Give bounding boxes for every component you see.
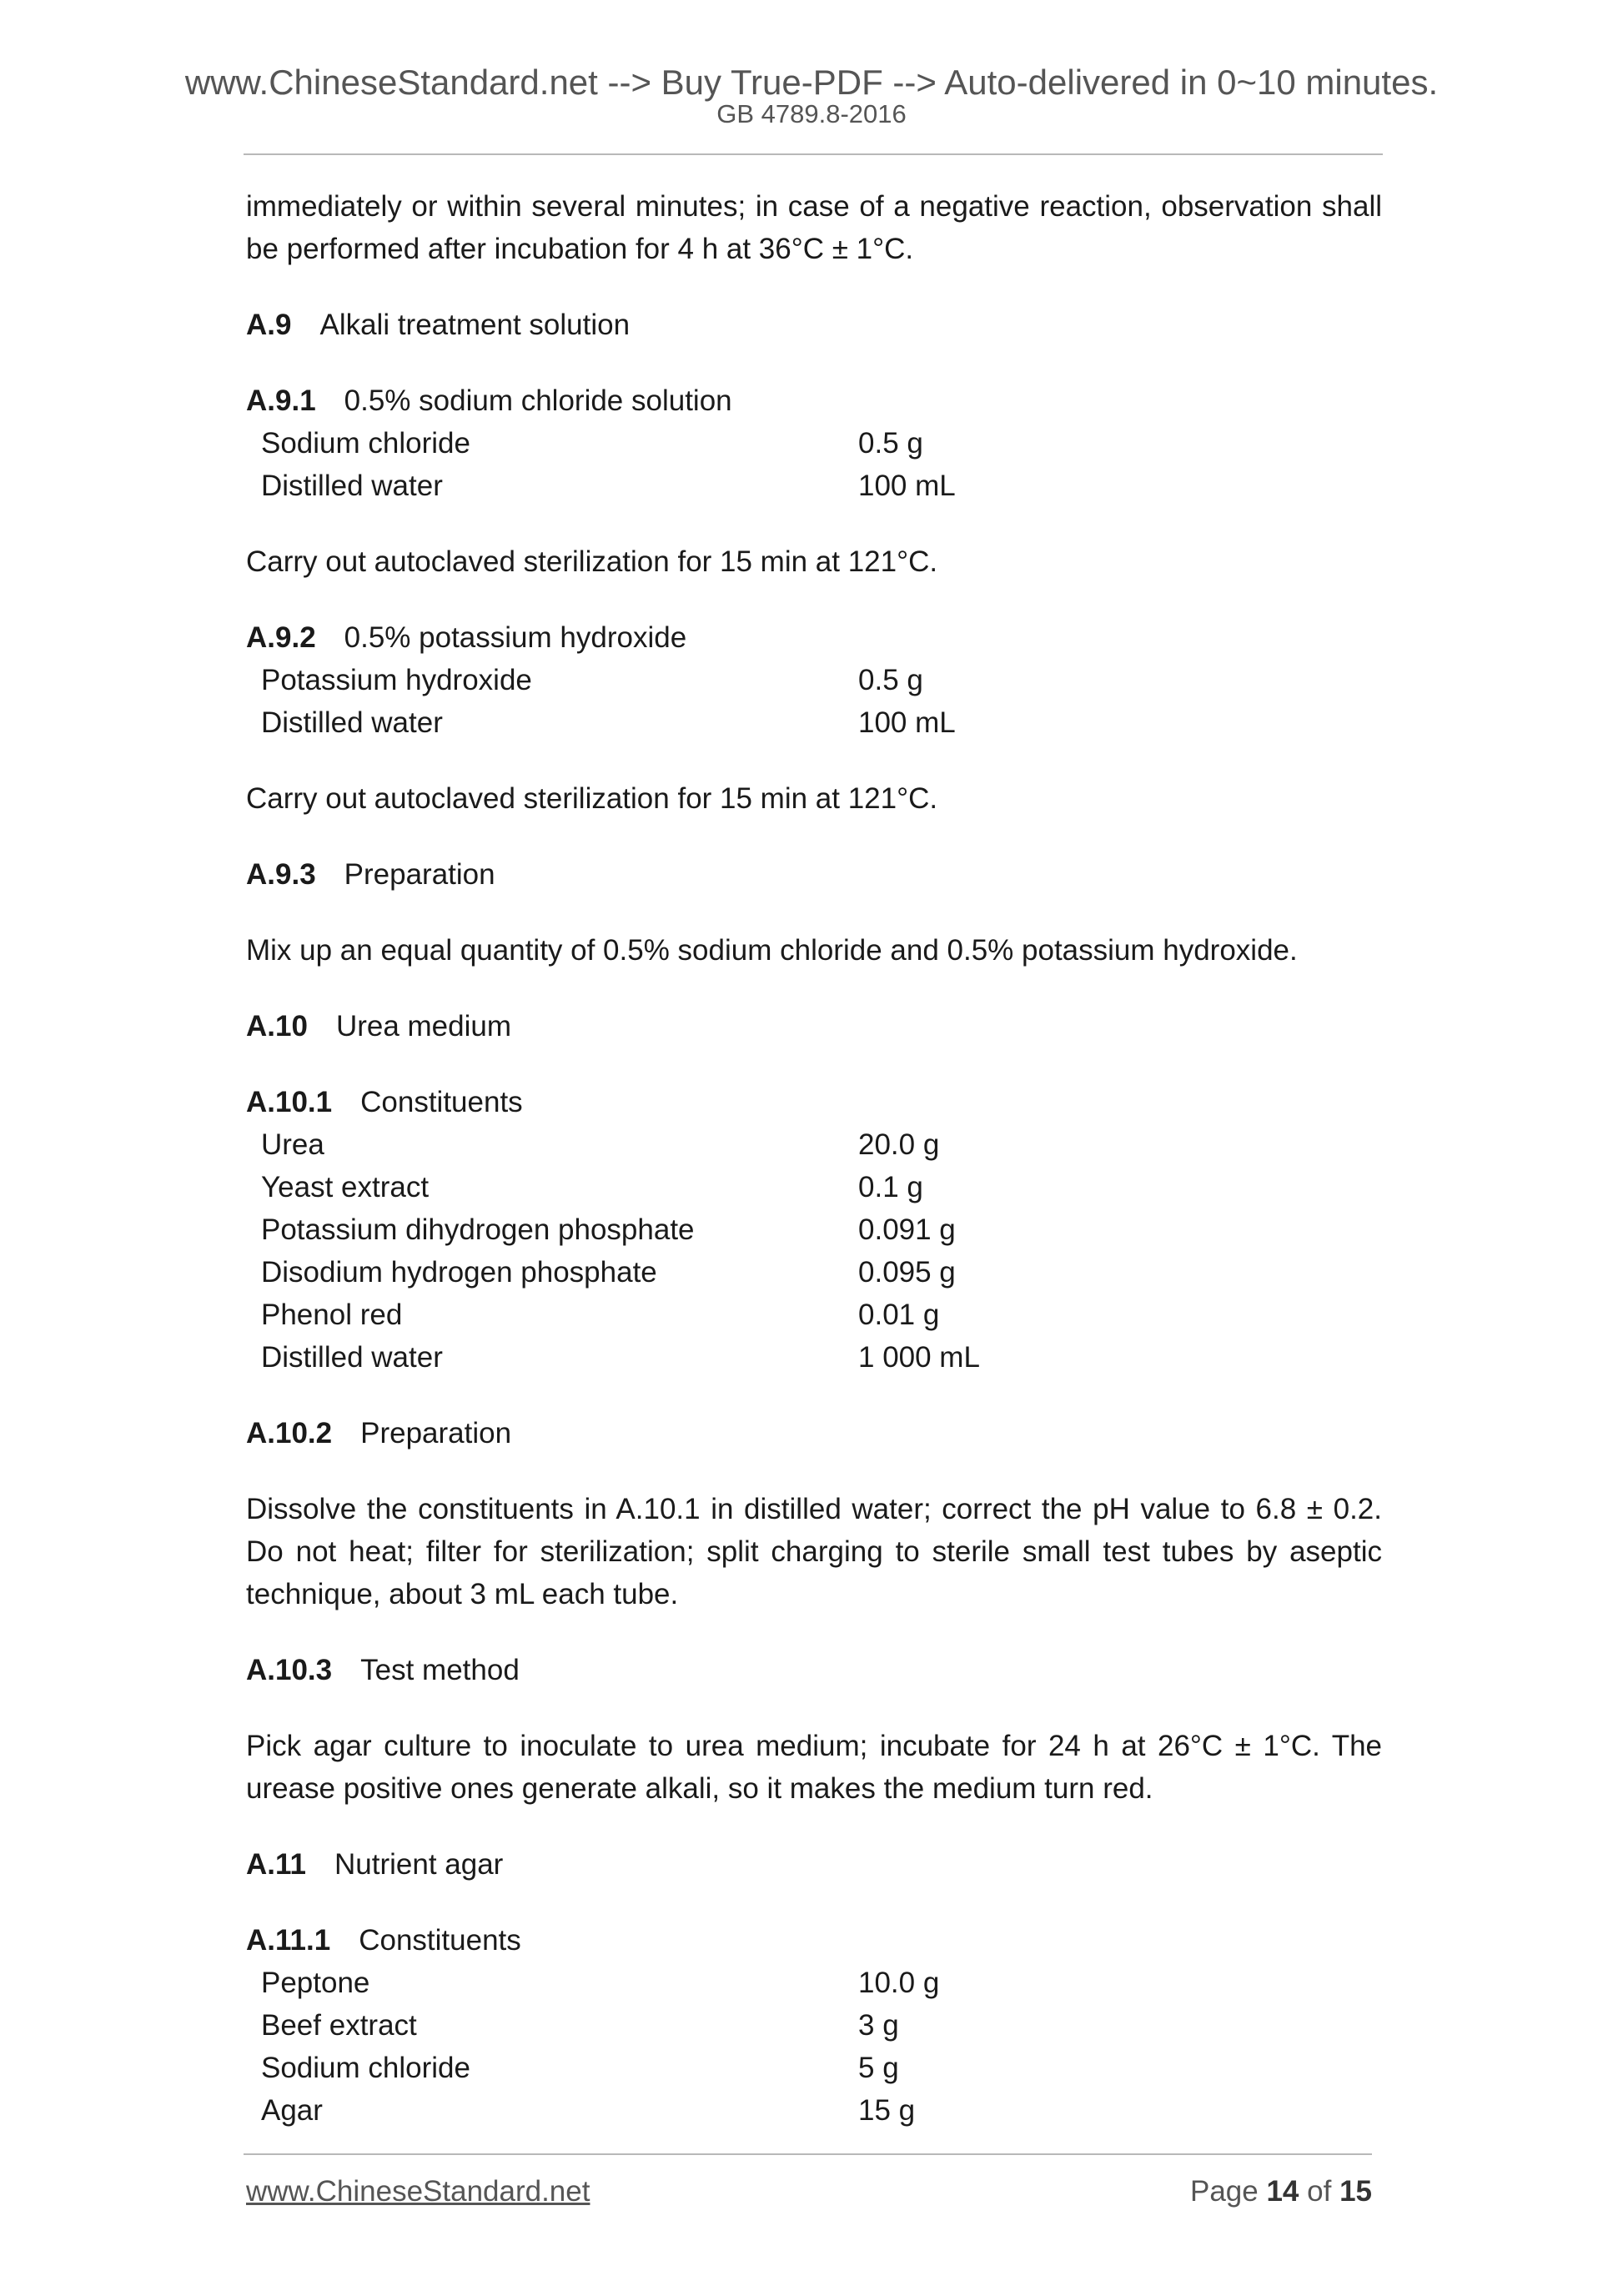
section-a9-3-heading (246, 853, 1382, 896)
formula-row (261, 1294, 1382, 1336)
preparation-paragraph: Dissolve the constituents in A.10.1 in distilled water; correct the pH value to 6.8 ± 0.2. Do not heat; filter for sterilization; split charging to sterile small test tubes by aseptic technique, about 3 mL each tube. (246, 1493, 1382, 1610)
section-title: 0.5% potassium hydroxide (344, 621, 687, 654)
section-a9-2-heading (246, 616, 1382, 659)
ingredient-name: Phenol red (261, 1299, 403, 1331)
section-number: A.10.1 (246, 1086, 333, 1118)
section-number: A.9.2 (246, 621, 316, 654)
ingredient-amount: 1 000 mL (858, 1341, 980, 1374)
formula-row (261, 1123, 1382, 1166)
sterilization-note: Carry out autoclaved sterilization for 15 min at 121°C. (246, 545, 938, 578)
ingredient-name: Urea (261, 1128, 324, 1161)
section-number: A.9.1 (246, 384, 316, 417)
header-divider (244, 153, 1383, 155)
current-page-number: 14 (1266, 2175, 1299, 2208)
section-number: A.9 (246, 309, 292, 341)
ingredient-amount: 3 g (858, 2009, 899, 2042)
ingredient-name: Sodium chloride (261, 2052, 470, 2084)
section-number: A.9.3 (246, 858, 316, 891)
standard-code: GB 4789.8-2016 (716, 99, 907, 128)
section-number: A.11 (246, 1848, 306, 1881)
ingredient-amount: 0.5 g (858, 427, 923, 460)
ingredient-name: Potassium dihydrogen phosphate (261, 1213, 695, 1246)
section-a11-heading (246, 1843, 1382, 1886)
ingredient-amount: 100 mL (858, 706, 956, 739)
section-a10-2-heading (246, 1412, 1382, 1454)
ingredient-amount: 100 mL (858, 470, 956, 502)
section-title: Urea medium (335, 1010, 512, 1042)
formula-row (261, 701, 1382, 744)
footer-website-link[interactable]: www.ChineseStandard.net (246, 2175, 590, 2208)
ingredient-name: Yeast extract (261, 1171, 430, 1203)
ingredient-name: Distilled water (261, 706, 443, 739)
section-a9-heading (246, 304, 1382, 346)
ingredient-amount: 20.0 g (858, 1128, 940, 1161)
section-number: A.10.3 (246, 1654, 333, 1686)
formula-row (261, 465, 1382, 507)
footer-divider (244, 2153, 1372, 2155)
ingredient-name: Potassium hydroxide (261, 664, 532, 696)
ingredient-name: Sodium chloride (261, 427, 470, 460)
section-title: Constituents (359, 1924, 521, 1957)
header-banner: www.ChineseStandard.net --> Buy True-PDF --> Auto-delivered in 0~10 minutes. (184, 63, 1439, 102)
ingredient-amount: 15 g (858, 2094, 916, 2127)
page-of-word: of (1307, 2175, 1332, 2208)
section-a9-1-heading (246, 379, 1382, 422)
ingredient-amount: 5 g (858, 2052, 899, 2084)
section-title: Alkali treatment solution (319, 309, 631, 341)
formula-row (261, 659, 1382, 701)
page-indicator (1190, 2174, 1372, 2209)
section-title: Nutrient agar (334, 1848, 504, 1881)
formula-row (261, 2047, 1382, 2089)
sterilization-note: Carry out autoclaved sterilization for 15 min at 121°C. (246, 782, 938, 815)
ingredient-name: Agar (261, 2094, 323, 2127)
section-title: Preparation (344, 858, 495, 891)
a11-1-formula-table (261, 1962, 1382, 2132)
section-number: A.10.2 (246, 1417, 333, 1449)
formula-row (261, 2004, 1382, 2047)
section-title: 0.5% sodium chloride solution (344, 384, 732, 417)
ingredient-amount: 0.01 g (858, 1299, 940, 1331)
formula-row (261, 1208, 1382, 1251)
ingredient-amount: 0.091 g (858, 1213, 956, 1246)
ingredient-name: Distilled water (261, 1341, 443, 1374)
section-title: Preparation (360, 1417, 512, 1449)
ingredient-name: Peptone (261, 1967, 370, 1999)
section-a10-3-heading (246, 1649, 1382, 1691)
section-title: Constituents (360, 1086, 523, 1118)
formula-row (261, 1166, 1382, 1208)
a10-1-formula-table (261, 1123, 1382, 1379)
ingredient-name: Beef extract (261, 2009, 417, 2042)
total-pages-number: 15 (1339, 2175, 1372, 2208)
ingredient-name: Disodium hydrogen phosphate (261, 1256, 657, 1289)
ingredient-amount: 0.095 g (858, 1256, 956, 1289)
formula-row (261, 2089, 1382, 2132)
document-body (246, 185, 1382, 2132)
section-number: A.10 (246, 1010, 308, 1042)
ingredient-amount: 0.5 g (858, 664, 923, 696)
formula-row (261, 1251, 1382, 1294)
a9-2-formula-table (261, 659, 1382, 744)
ingredient-amount: 0.1 g (858, 1171, 923, 1203)
ingredient-name: Distilled water (261, 470, 443, 502)
formula-row (261, 1336, 1382, 1379)
formula-row (261, 1962, 1382, 2004)
formula-row (261, 422, 1382, 465)
section-a10-1-heading (246, 1081, 1382, 1123)
test-method-paragraph: Pick agar culture to inoculate to urea medium; incubate for 24 h at 26°C ± 1°C. The urease positive ones generate alkali, so it makes the medium turn red. (246, 1730, 1382, 1805)
section-title: Test method (360, 1654, 520, 1686)
section-number: A.11.1 (246, 1924, 331, 1957)
intro-paragraph: immediately or within several minutes; in case of a negative reaction, observation shall be performed after incubation for 4 h at 36°C ± 1°C. (246, 190, 1382, 265)
ingredient-amount: 10.0 g (858, 1967, 940, 1999)
a9-1-formula-table (261, 422, 1382, 507)
page-word: Page (1189, 2175, 1259, 2208)
preparation-paragraph: Mix up an equal quantity of 0.5% sodium chloride and 0.5% potassium hydroxide. (246, 934, 1298, 967)
section-a11-1-heading (246, 1919, 1382, 1962)
section-a10-heading (246, 1005, 1382, 1048)
